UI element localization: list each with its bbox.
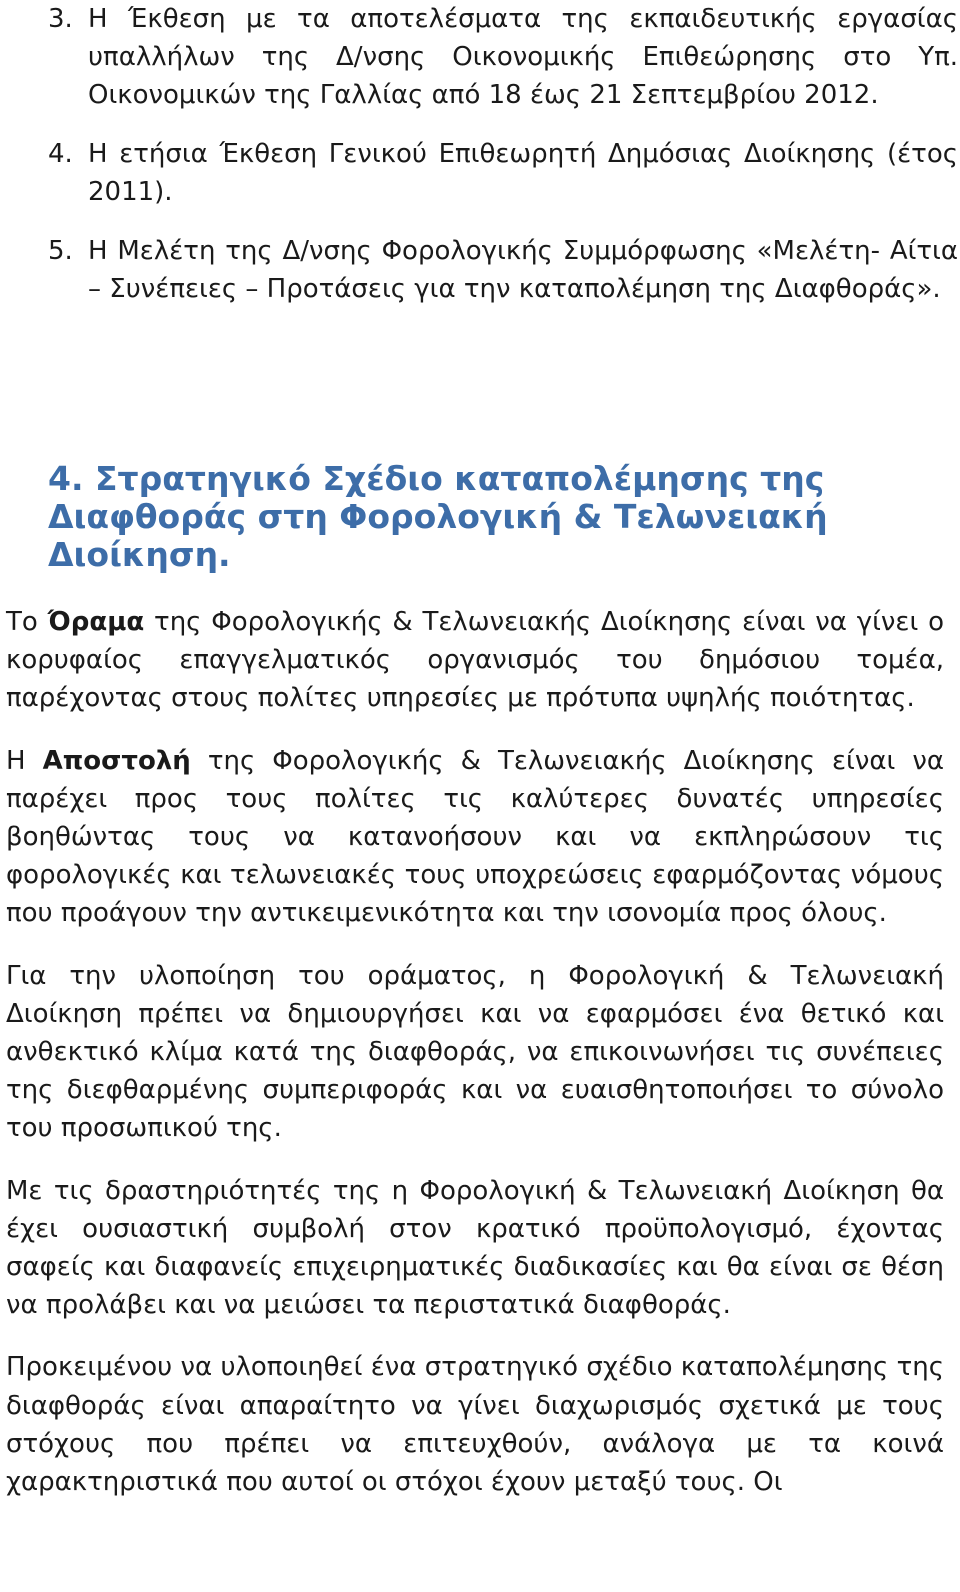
mission-term: Αποστολή [42,745,191,776]
paragraph-text: της Φορολογικής & Τελωνειακής Διοίκησης είναι να παρέχει προς τους πολίτες τις καλύτερες δυνατές υπηρεσίες βοηθώντας τους να κατανοήσουν και να εκπληρώσουν τις φορολογικές και τελωνειακές τους υποχρεώσεις εφαρμόζοντας νόμους που προάγουν την αντικειμενικότητα και την ισονομία προς όλους. [6,745,944,929]
section-heading-number: 4. [48,459,84,498]
list-item-number: 4. [48,139,73,169]
section-title-line-1: Στρατηγικό Σχέδιο καταπολέμησης της [95,459,825,498]
section-title-line-3: Διοίκηση. [48,535,231,574]
list-item [48,0,958,114]
paragraph-vision [6,603,944,718]
list-item [48,135,958,211]
section-title-line-2: Διαφθοράς στη Φορολογική & Τελωνειακή [48,497,828,536]
paragraph-implementation: Για την υλοποίηση του οράματος, η Φορολογική & Τελωνειακή Διοίκηση πρέπει να δημιουργήσει και να εφαρμόσει ένα θετικό και ανθεκτικό κλίμα κατά της διαφθοράς, να επικοινωνήσει τις συνέπειες της διεφθαρμένης συμπεριφοράς και να ευαισθητοποιήσει το σύνολο του προσωπικού της. [6,960,944,1144]
paragraph-text: Η [6,745,43,776]
vision-term: Όραμα [47,607,145,637]
paragraph-text: Το [6,607,48,637]
list-item [48,232,958,308]
paragraph-mission [6,742,944,933]
paragraph-strategy: Προκειμένου να υλοποιηθεί ένα στρατηγικό σχέδιο καταπολέμησης της διαφθοράς είναι απαραίτητο να γίνει διαχωρισμός σχετικά με τους στόχους που πρέπει να επιτευχθούν, ανάλογα με τα κοινά χαρακτηριστικά που αυτοί οι στόχοι έχουν μεταξύ τους. Οι [6,1352,944,1498]
list-item-number: 3. [48,4,73,34]
list-item-text: Η Έκθεση με τα αποτελέσματα της εκπαιδευτικής εργασίας υπαλλήλων της Δ/νσης Οικονομικής Επιθεώρησης στο Υπ. Οικονομικών της Γαλλίας από 18 έως 21 Σεπτεμβρίου 2012. [88,4,958,110]
document-body [6,603,944,1525]
paragraph-text: της Φορολογικής & Τελωνειακής Διοίκησης είναι να γίνει ο κορυφαίος επαγγελματικός οργανισμός του δημόσιου τομέα, παρέχοντας στους πολίτες υπηρεσίες με πρότυπα υψηλής ποιότητας. [6,607,944,714]
references-list [48,0,958,329]
list-item-text: Η Μελέτη της Δ/νσης Φορολογικής Συμμόρφωσης «Μελέτη- Αίτια – Συνέπειες – Προτάσεις για την καταπολέμηση της Διαφθοράς». [88,236,958,304]
paragraph-activities: Με τις δραστηριότητές της η Φορολογική & Τελωνειακή Διοίκηση θα έχει ουσιαστική συμβολή στον κρατικό προϋπολογισμό, έχοντας σαφείς και διαφανείς επιχειρηματικές διαδικασίες και θα είναι σε θέση να προλάβει και να μειώσει τα περιστατικά διαφθοράς. [6,1175,944,1321]
list-item-number: 5. [48,236,73,266]
list-item-text: Η ετήσια Έκθεση Γενικού Επιθεωρητή Δημόσιας Διοίκησης (έτος 2011). [88,139,958,207]
section-title-row-1 [48,460,948,498]
section-heading-lines [48,460,948,574]
